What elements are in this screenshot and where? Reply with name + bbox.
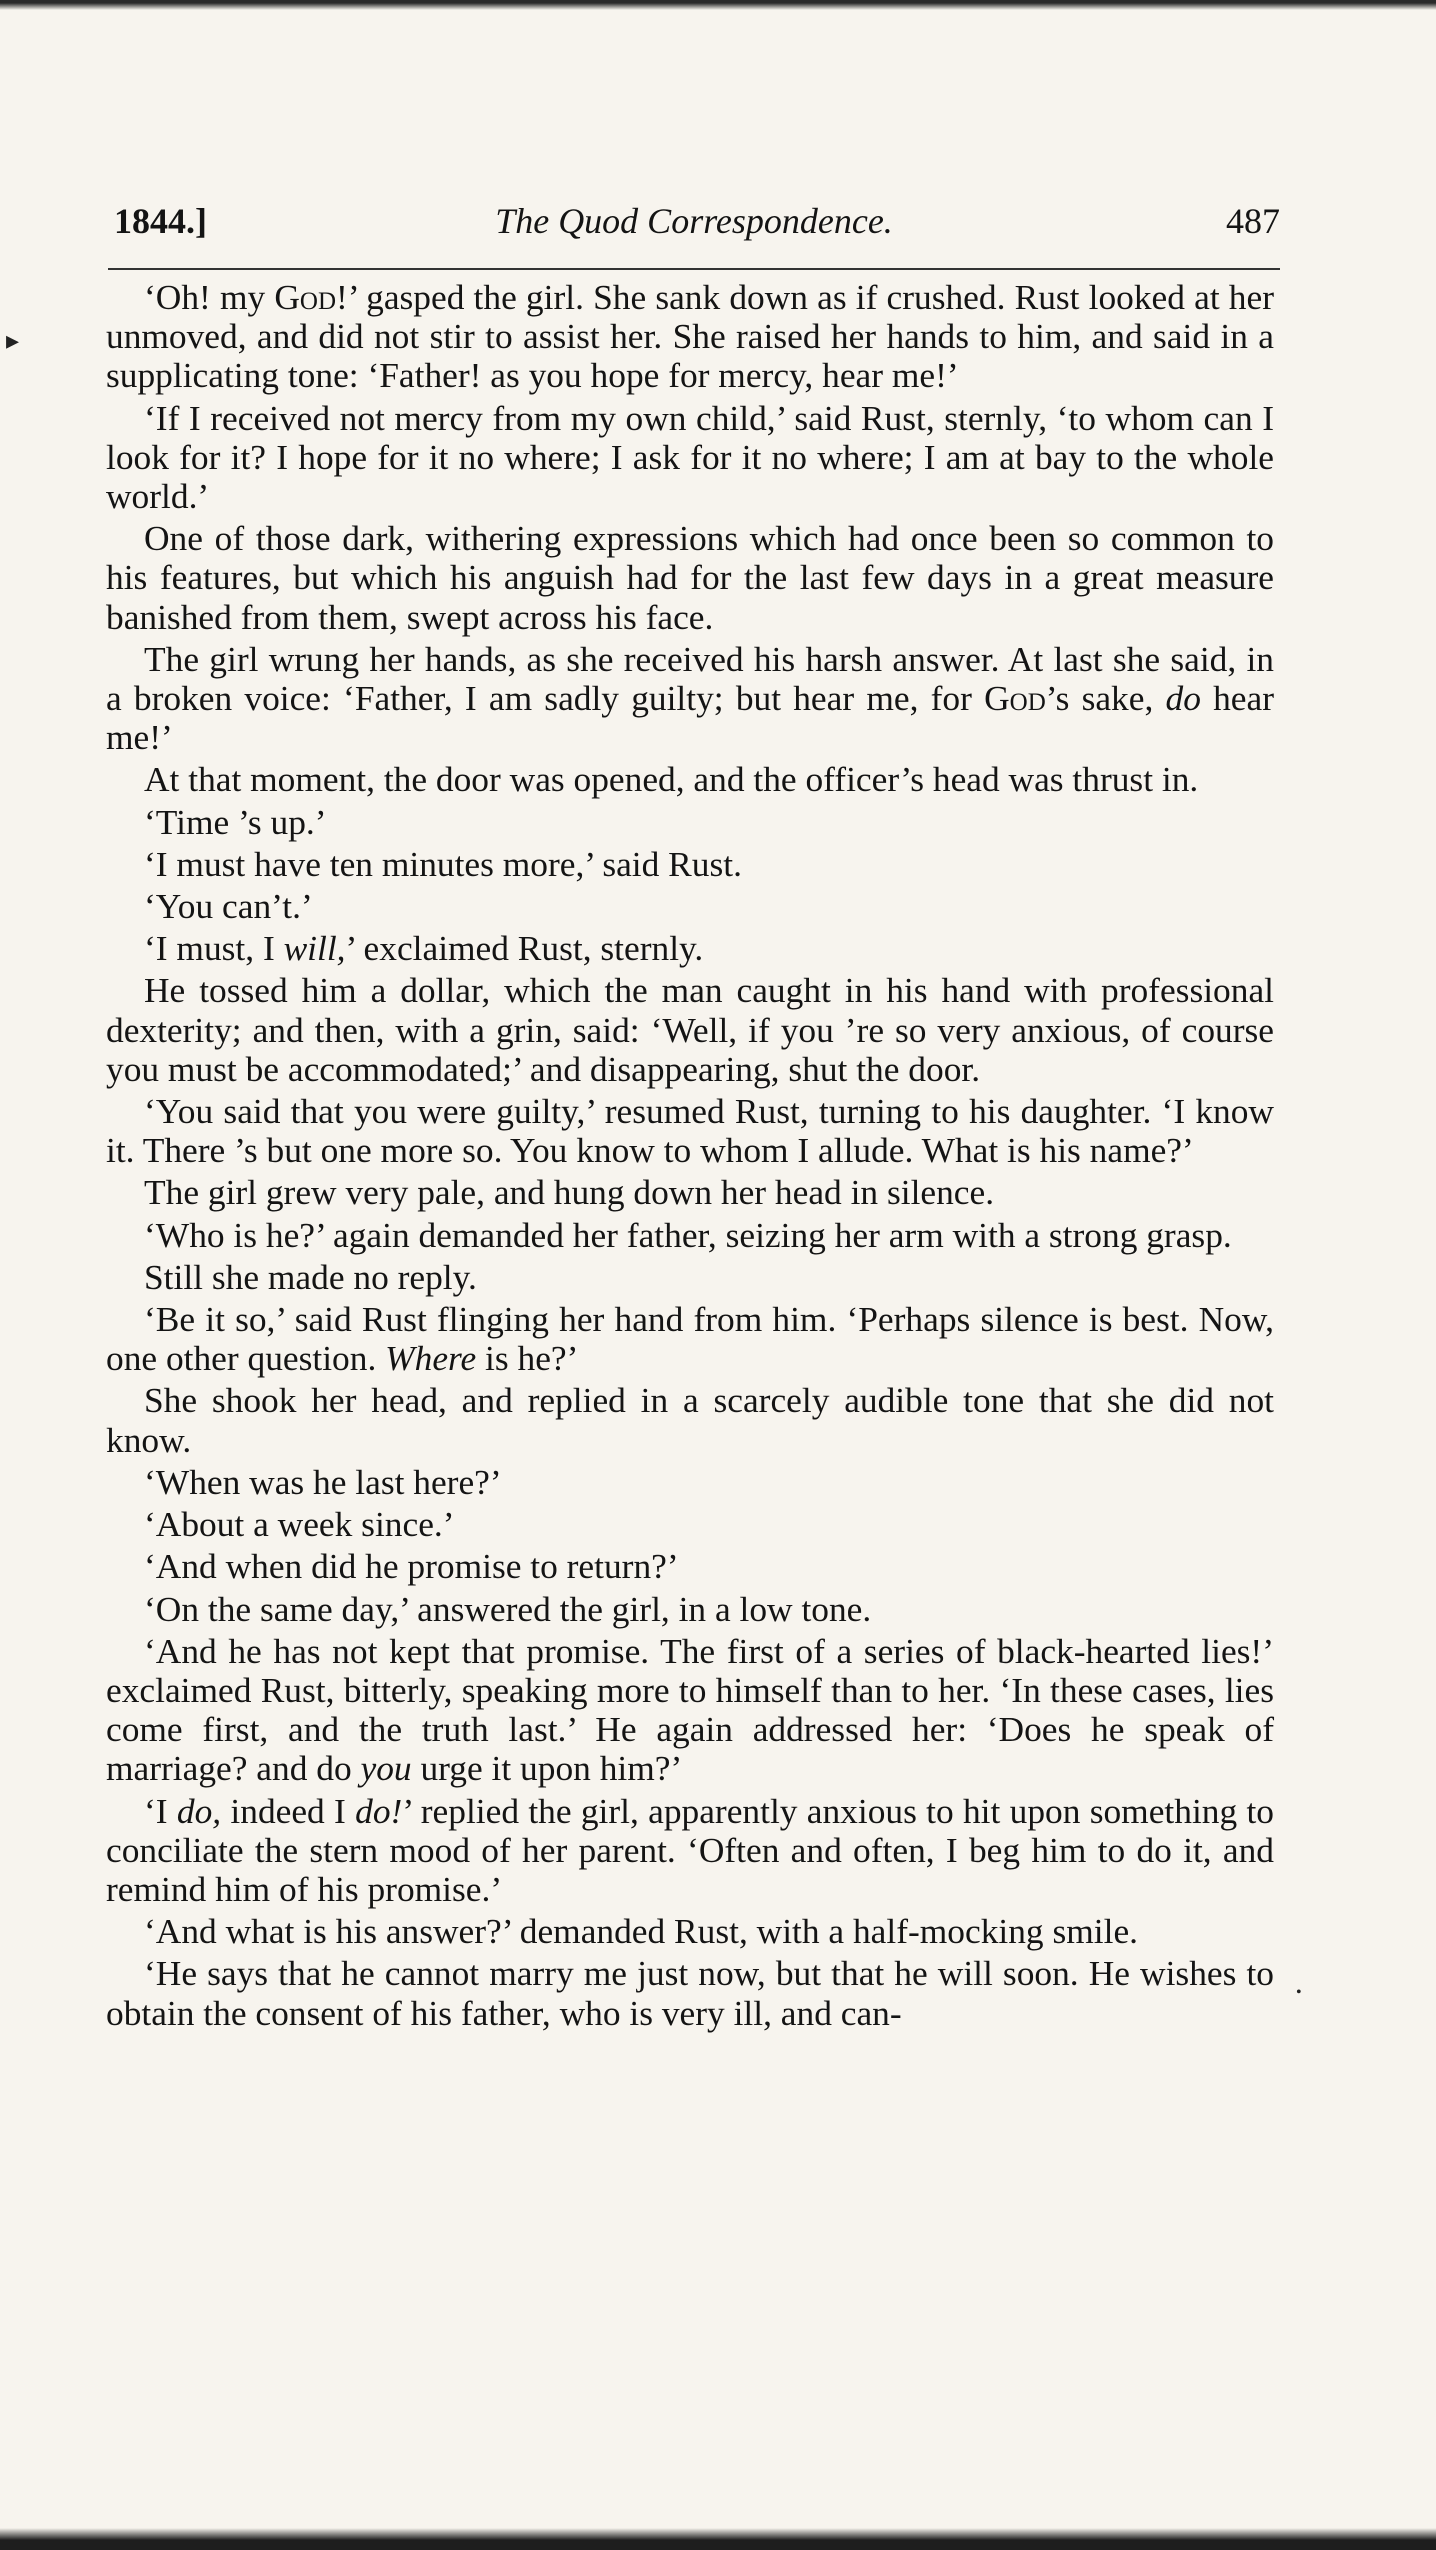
text-run: hear me!’: [106, 678, 1274, 758]
header-year: 1844.]: [114, 201, 207, 241]
paragraph: [106, 887, 1274, 926]
margin-mark-left: ▸: [6, 326, 20, 355]
paragraph: [106, 519, 1274, 637]
text-run: He tossed him a dollar, which the man caught in his hand with professional dexterity; and then, with a grin, said: ‘Well, if you ’re so very anxious, of course you must be accommodated;’ and disappearing, shut the door.: [106, 970, 1274, 1089]
header-rule: [108, 268, 1280, 270]
text-run: urge it upon him?’: [411, 1748, 683, 1789]
paragraph: [106, 1173, 1274, 1212]
text-run: ‘Oh! my: [144, 277, 275, 317]
page-number: 487: [1226, 201, 1280, 241]
text-run: ‘And when did he promise to return?’: [144, 1546, 679, 1587]
page-bottom-edge: [0, 2528, 1436, 2550]
text-run: God: [984, 678, 1046, 719]
text-run: ‘Time ’s up.’: [144, 801, 327, 842]
text-run: The girl grew very pale, and hung down her head in silence.: [144, 1172, 995, 1213]
paragraph: [106, 803, 1274, 842]
paragraph: [106, 399, 1274, 517]
text-run: At that moment, the door was opened, and the officer’s head was thrust in.: [144, 759, 1199, 800]
text-run: ’ exclaimed Rust, sternly.: [345, 928, 704, 969]
running-header: [108, 192, 1280, 250]
text-run: ‘I: [144, 1790, 177, 1831]
text-run: ‘On the same day,’ answered the girl, in a low tone.: [144, 1588, 872, 1629]
text-run: do,: [176, 1790, 222, 1831]
paragraph: [106, 1954, 1274, 2032]
text-run: indeed I: [221, 1790, 356, 1831]
text-run: ‘Be it so,’ said Rust flinging her hand from him. ‘Perhaps silence is best. Now, one other question.: [106, 1299, 1274, 1379]
text-run: ‘If I received not mercy from my own child,’ said Rust, sternly, ‘to whom can I look for it? I hope for it no where; I ask for it no where; I am at bay to the whole world.’: [106, 397, 1274, 517]
text-run: will,: [283, 928, 346, 969]
paragraph: [106, 1632, 1274, 1789]
paragraph: [106, 640, 1274, 758]
text-run: ‘And what is his answer?’ demanded Rust, with a half-mocking smile.: [144, 1911, 1138, 1952]
text-run: The girl wrung her hands, as she received his harsh answer. At last she said, in a broken voice: ‘Father, I am sadly guilty; but hear me, for: [106, 638, 1274, 719]
text-run: ‘Who is he?’ again demanded her father, seizing her arm with a strong grasp.: [144, 1214, 1232, 1255]
text-run: ’s sake,: [1045, 678, 1166, 719]
text-run: One of those dark, withering expressions which had once been so common to his features, but which his anguish had for the last few days in a great measure banished from them, swept across his face.: [106, 518, 1274, 637]
paragraph: [106, 1258, 1274, 1297]
paragraph: [106, 760, 1274, 799]
text-run: ’ replied the girl, apparently anxious to hit upon something to conciliate the stern mood of her parent. ‘Often and often, I beg him to do it, and remind him of his promise.’: [106, 1790, 1274, 1909]
paragraph: [106, 1792, 1274, 1910]
paragraph: [106, 1381, 1274, 1459]
paragraph: [106, 278, 1274, 396]
text-run: ‘He says that he cannot marry me just now, but that he will soon. He wishes to obtain the consent of his father, who is very ill, and can-: [106, 1953, 1274, 2033]
text-run: ‘You said that you were guilty,’ resumed Rust, turning to his daughter. ‘I know it. There ’s but one more so. You know to whom I allude. What is his name?’: [106, 1091, 1274, 1171]
paragraph: [106, 1547, 1274, 1586]
paragraph: [106, 1912, 1274, 1951]
paragraph: [106, 1216, 1274, 1255]
margin-mark-right: •: [1296, 1984, 1302, 2001]
paragraph: [106, 1505, 1274, 1544]
text-run: God: [274, 277, 337, 317]
text-run: Still she made no reply.: [144, 1256, 477, 1297]
text-run: is he?’: [476, 1338, 579, 1379]
text-run: do!: [355, 1790, 403, 1831]
paragraph: [106, 845, 1274, 884]
body-text: [106, 278, 1274, 2033]
text-run: ‘I must have ten minutes more,’ said Rust.: [144, 843, 742, 884]
text-run: ‘I must, I: [144, 928, 284, 969]
text-run: Where: [385, 1338, 477, 1379]
paragraph: [106, 1300, 1274, 1378]
text-run: !’ gasped the girl. She sank down as if crushed. Rust looked at her unmoved, and did not stir to assist her. She raised her hands to him, and said in a supplicating tone: ‘Father! as you hope for mercy, hear me!’: [106, 277, 1274, 396]
text-run: ‘You can’t.’: [144, 886, 313, 927]
paragraph: [106, 1092, 1274, 1170]
text-run: ‘When was he last here?’: [144, 1461, 502, 1502]
page-top-edge: [0, 0, 1436, 10]
text-run: do: [1165, 678, 1201, 719]
text-run: ‘And he has not kept that promise. The first of a series of black-hearted lies!’ exclaimed Rust, bitterly, speaking more to himself than to her. ‘In these cases, lies come first, and the truth last.’ He again addressed her: ‘Does he speak of marriage? and do: [106, 1630, 1274, 1789]
paragraph: [106, 929, 1274, 968]
header-title: The Quod Correspondence.: [495, 201, 893, 241]
text-run: She shook her head, and replied in a scarcely audible tone that she did not know.: [106, 1380, 1274, 1460]
paragraph: [106, 1590, 1274, 1629]
text-run: you: [360, 1748, 412, 1789]
text-run: ‘About a week since.’: [144, 1504, 455, 1545]
paragraph: [106, 1463, 1274, 1502]
paragraph: [106, 971, 1274, 1089]
